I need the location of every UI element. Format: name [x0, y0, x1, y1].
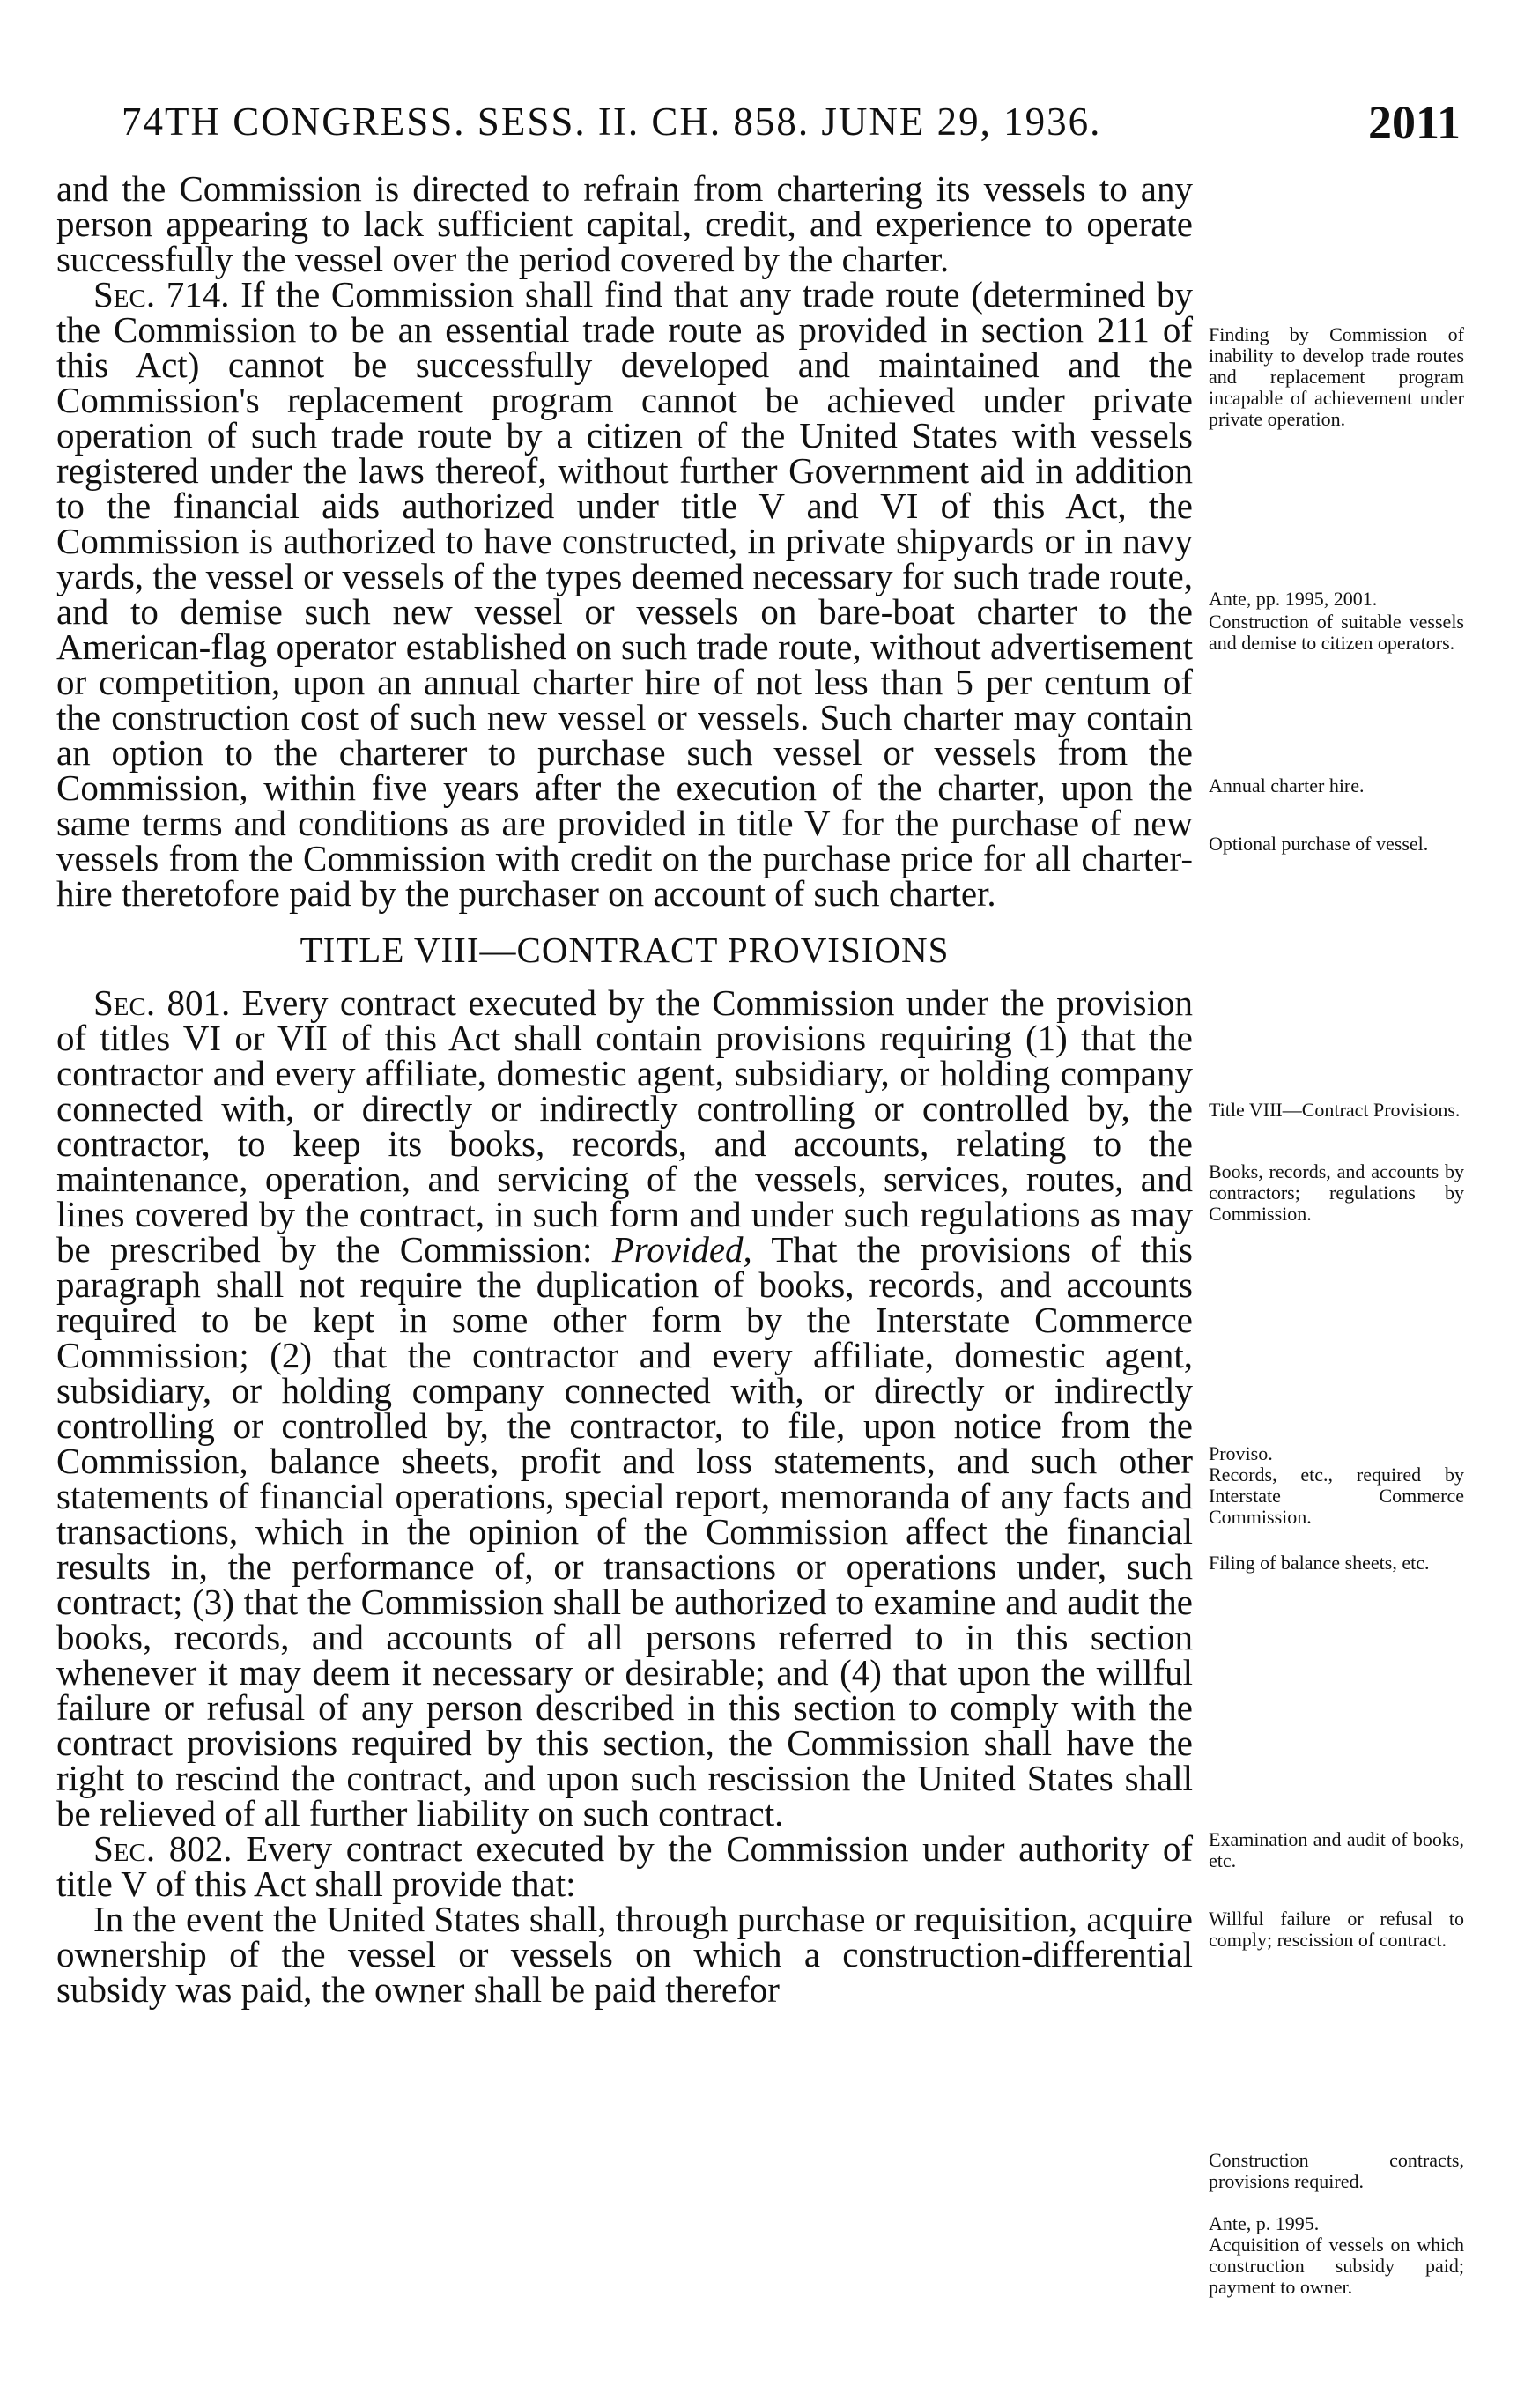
- section-714-label: Sec. 714.: [93, 274, 230, 315]
- section-802: [56, 1828, 1194, 1904]
- margin-note-optional-purchase: Optional purchase of vessel.: [1209, 833, 1429, 855]
- margin-note-ante-1: Ante, pp. 1995, 2001.: [1209, 588, 1378, 610]
- margin-note-examination: Examination and audit of books, etc.: [1209, 1828, 1464, 1871]
- section-714: [56, 274, 1194, 914]
- running-head: 74TH CONGRESS. SESS. II. CH. 858. JUNE 29, 1936.: [122, 100, 1102, 144]
- section-802-text: Every contract executed by the Commission under authority of title V of this Act shall provide that:: [56, 1828, 1194, 1904]
- section-801-label: Sec. 801.: [93, 982, 231, 1023]
- paragraph-acquisition: In the event the United States shall, through purchase or requisition, acquire ownership of the vessel or vessels on which a construction-differential subsidy was paid, the owner shall be paid therefor: [56, 1899, 1193, 2010]
- section-801-text-b: That the provisions of this paragraph shall not require the duplication of books, records, and accounts required to be kept in some other form by the Interstate Commerce Commission; (2) that the contractor and every affiliate, domestic agent, subsidiary, or holding company connected with, or directly or indirectly controlling or controlled by, the contractor, to file, upon notice from the Commission, balance sheets, profit and loss statements, and such other statements of financial operations, special report, memoranda of any facts and transactions, which in the opinion of the Commission affect the financial results in, the performance of, or transactions or operations under, such contract; (3) that the Commission shall be authorized to examine and audit the books, records, and accounts of all persons referred to in this section whenever it may deem it necessary or desirable; and (4) that upon the willful failure or refusal of any person described in this section to comply with the contract provisions required by this section, the Commission shall have the right to rescind the contract, and upon such rescission the United States shall be relieved of all further liability on such contract.: [56, 1229, 1194, 1834]
- margin-note-filing: Filing of balance sheets, etc.: [1209, 1552, 1430, 1574]
- main-text-column: [56, 168, 1194, 2010]
- title-viii-heading: TITLE VIII—CONTRACT PROVISIONS: [300, 930, 950, 970]
- section-801: [56, 982, 1194, 1834]
- margin-note-finding: Finding by Commission of inability to develop trade routes and replacement program incapable of achievement under private operation.: [1209, 323, 1464, 430]
- margin-note-title-viii: Title VIII—Contract Provisions.: [1209, 1099, 1461, 1121]
- margin-note-willful-failure: Willful failure or refusal to comply; rescission of contract.: [1209, 1908, 1464, 1951]
- margin-notes-column: [1209, 0, 1464, 2408]
- margin-note-ante-2: Ante, p. 1995.: [1209, 2212, 1320, 2234]
- margin-note-construction: Construction of suitable vessels and demise to citizen operators.: [1209, 611, 1464, 654]
- provided-word: Provided,: [611, 1229, 752, 1270]
- margin-note-charter-hire: Annual charter hire.: [1209, 774, 1365, 796]
- margin-note-books-records: Books, records, and accounts by contractors; regulations by Commission.: [1209, 1160, 1464, 1225]
- margin-note-proviso: Proviso.: [1209, 1442, 1273, 1464]
- margin-note-icc-records: Records, etc., required by Interstate Commerce Commission.: [1209, 1463, 1464, 1528]
- section-714-text: If the Commission shall find that any trade route (determined by the Commission to be an essential trade route as provided in section 211 of this Act) cannot be successfully developed and maintained and the Commission's replacement program cannot be achieved under private operation of such trade route by a citizen of the United States with vessels registered under the laws thereof, without further Government aid in addition to the financial aids authorized under title V and VI of this Act, the Commission is authorized to have constructed, in private shipyards or in navy yards, the vessel or vessels of the types deemed necessary for such trade route, and to demise such new vessel or vessels on bare-boat charter to the American-flag operator established on such trade route, without advertisement or competition, upon an annual charter hire of not less than 5 per centum of the construction cost of such new vessel or vessels. Such charter may contain an option to the charterer to purchase such vessel or vessels from the Commission, within five years after the execution of the charter, upon the same terms and conditions as are provided in title V for the purchase of new vessels from the Commission with credit on the purchase price for all charter-hire theretofore paid by the purchaser on account of such charter.: [56, 274, 1194, 914]
- page-number: 2011: [1367, 96, 1461, 149]
- section-802-label: Sec. 802.: [93, 1828, 233, 1869]
- section-801-text-a: Every contract executed by the Commission under the provision of titles VI or VII of this Act shall contain provisions requiring (1) that the contractor and every affiliate, domestic agent, subsidiary, or holding company connected with, or directly or indirectly controlling or controlled by, the contractor, to keep its books, records, and accounts, relating to the maintenance, operation, and servicing of the vessels, services, routes, and lines covered by the contract, in such form and under such regulations as may be prescribed by the Commission:: [56, 982, 1194, 1270]
- margin-note-construction-contracts: Construction contracts, provisions required.: [1209, 2149, 1464, 2192]
- paragraph-continued: and the Commission is directed to refrain from chartering its vessels to any person appearing to lack sufficient capital, credit, and experience to operate successfully the vessel over the period covered by the charter.: [56, 168, 1193, 279]
- margin-note-acquisition: Acquisition of vessels on which construction subsidy paid; payment to owner.: [1209, 2234, 1464, 2298]
